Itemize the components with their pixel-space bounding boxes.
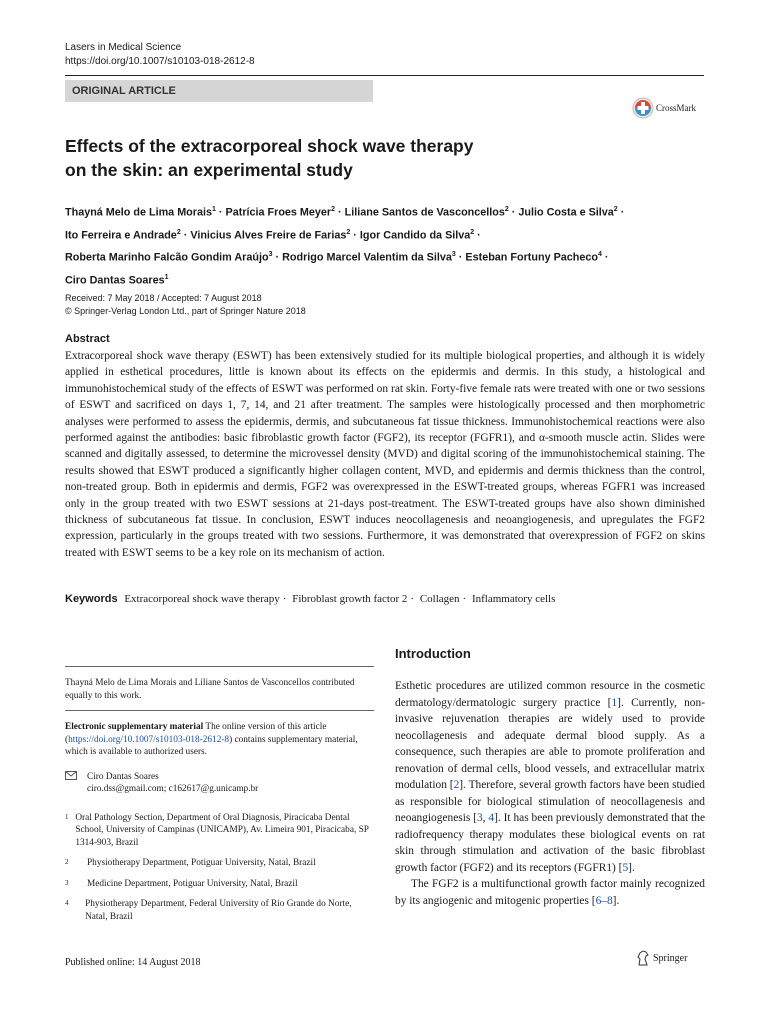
affiliation (65, 857, 374, 870)
citation-link[interactable]: 2 (453, 779, 460, 791)
author-affiliation: 4 (598, 251, 602, 259)
affiliation-number: 4 (65, 899, 69, 907)
affiliation (65, 898, 374, 923)
received-accepted: Received: 7 May 2018 / Accepted: 7 August 2018 (65, 293, 262, 303)
citation-link[interactable]: 5 (622, 861, 629, 874)
author-name[interactable]: Ciro Dantas Soares (65, 274, 165, 287)
springer-horse-icon (636, 950, 650, 966)
crossmark-icon (632, 97, 654, 119)
journal-header (65, 41, 255, 69)
title-line-2: on the skin: an experimental study (65, 160, 353, 180)
citation-link[interactable]: 4 (488, 812, 495, 824)
contact-name: Ciro Dantas Soares (87, 771, 159, 782)
author-name[interactable]: Julio Costa e Silva (518, 206, 614, 219)
article-type-banner: ORIGINAL ARTICLE (65, 80, 373, 102)
author-affiliation: 2 (176, 228, 181, 236)
author-affiliation: 2 (331, 206, 336, 213)
esm-note (65, 721, 374, 759)
citation-link[interactable]: 3 (476, 812, 483, 824)
esm-link[interactable]: https://doi.org/10.1007/s10103-018-2612-8 (68, 734, 230, 745)
esm-label: Electronic supplementary material (65, 722, 204, 732)
equal-contribution-note: Thayná Melo de Lima Morais and Liliane Santos de Vasconcellos contributed equally to this work. (65, 678, 355, 701)
author-name[interactable]: Ito Ferreira e Andrade (65, 229, 177, 242)
author-affiliation: 2 (613, 206, 618, 213)
article-title (65, 134, 705, 182)
copyright: © Springer-Verlag London Ltd., part of Springer Nature 2018 (65, 306, 306, 316)
author-list: Thayná Melo de Lima Morais$^1$ · Patrícia Froes Meyer$^2$ · Liliane Santos de Vasconcellos$^2$ · Julio Costa e Silva$^2$ · Ito Ferreira e Andrade$^2$ · Vinicius Alves Freire de Farias$^2$ · Igor Candido da Silva$^2$ · Roberta Marinho Falcão Gondim Araújo$^3$ · Rodrigo Marcel Valentim da Silva$^3$ · Esteban Fortuny Pacheco$^4$ · Ciro Dantas Soares$^1$ (65, 206, 625, 287)
published-date: Published online: 14 August 2018 (65, 957, 201, 968)
author-affiliation: 2 (346, 228, 351, 236)
affiliation (65, 812, 374, 850)
title-line-1: Effects of the extracorporeal shock wave therapy (65, 136, 474, 156)
footnote-rule (65, 710, 374, 711)
author-name[interactable]: Roberta Marinho Falcão Gondim Araújo (65, 251, 269, 264)
author-name[interactable]: Rodrigo Marcel Valentim da Silva (282, 251, 452, 264)
author-name[interactable]: Liliane Santos de Vasconcellos (344, 206, 505, 219)
intro-paragraph-1: Esthetic procedures are utilized common resource in the cosmetic dermatology/dermatologic surgery practice [1]. Currently, non-invasive rejuvenation therapies are widely used to provide neocollagenesis and adequate dermal blood supply. As a consequence, such therapies are able to promote proliferation and renovation of dermal cells, blood vessels, and extracellular matrix modulation [2]. Therefore, several growth factors have been studied as responsible for biological stimulation of neocollagenesis and neoangiogenesis [3, 4]. It has been previously demonstrated that the radiofrequency therapy modulates these biological events on rat skin through stimulation and activation of the basic fibroblast growth factor (FGF2) and its receptors (FGFR1) [5]. (395, 680, 705, 874)
publisher-name: Springer (653, 952, 688, 964)
author-name[interactable]: Patrícia Froes Meyer (225, 206, 332, 219)
journal-doi[interactable]: https://doi.org/10.1007/s10103-018-2612-8 (65, 56, 255, 67)
author-affiliation: 3 (451, 251, 456, 259)
author-affiliation: 1 (212, 206, 216, 213)
intro-paragraph-2: The FGF2 is a multifunctional growth factor mainly recognized by its angiogenic and mitogenic properties [6–8]. (395, 878, 705, 907)
footnote-rule (65, 666, 374, 667)
affiliation-number: 1 (65, 812, 69, 821)
author-name[interactable]: Vinicius Alves Freire de Farias (190, 229, 347, 242)
author-affiliation: 2 (504, 206, 509, 213)
citation-link[interactable]: 1 (611, 696, 618, 709)
affiliation-text: Physiotherapy Department, Federal University of Rio Grande do Norte, Natal, Brazil (85, 899, 352, 922)
crossmark-label: CrossMark (656, 103, 696, 113)
citation-link[interactable]: 6–8 (595, 894, 613, 907)
affiliation-number: 3 (65, 878, 69, 887)
keywords-label: Keywords (65, 593, 118, 605)
author-affiliation: 2 (470, 228, 475, 236)
affiliation (65, 878, 374, 891)
author-name[interactable]: Esteban Fortuny Pacheco (465, 251, 599, 264)
affiliation-text: Physiotherapy Department, Potiguar University, Natal, Brazil (87, 858, 316, 868)
crossmark-badge[interactable] (632, 96, 696, 120)
introduction-body (395, 678, 705, 909)
affiliation-text: Medicine Department, Potiguar University, Natal, Brazil (87, 878, 298, 889)
author-affiliation: 1 (164, 273, 169, 281)
corresponding-author (65, 771, 374, 796)
abstract-heading: Abstract (65, 333, 110, 345)
keyword: Fibroblast growth factor 2 (292, 593, 408, 605)
keywords: Keywords Extracorporeal shock wave therapy · Fibroblast growth factor 2 · Collagen · Inflammatory cells (65, 593, 556, 605)
footnotes (65, 666, 374, 931)
journal-name: Lasers in Medical Science (65, 42, 182, 53)
envelope-icon (65, 771, 87, 796)
author-name[interactable]: Thayná Melo de Lima Morais (65, 206, 212, 219)
author-name[interactable]: Igor Candido da Silva (359, 229, 471, 242)
header-rule (65, 75, 704, 76)
introduction-heading: Introduction (395, 646, 471, 661)
esm-post: ) contains supplementary material, which is available to authorized users. (65, 734, 358, 757)
article-dates (65, 292, 306, 318)
esm-pre: The online version of this article ( (65, 722, 327, 745)
abstract-text: Extracorporeal shock wave therapy (ESWT) has been extensively studied for its multiple biological properties, and although it is widely applied in esthetical procedures, little is known about its effects on the epidermis and dermis. In this study, a histological and immunohistochemical study of the effects of ESWT was performed on rat skin. Forty-five female rats were treated with one or two sessions of ESWT and sacrificed on days 1, 7, 14, and 21 after treatment. The samples were histologically processed and then morphometric analyses were performed to assess the epidermis, dermis, and subcutaneous fat tissue thickness. Immunohistochemical reactions were also performed against the antibodies: basic fibroblastic growth factor (FGF2), its receptor (FGFR1), and α-smooth muscle actin. Slides were scanned and digitally assessed, to determine the microvessel density (MVD) and digital scoring of the immunohistochemical staining. The results showed that ESWT produced a significantly higher collagen content, MVD, and epidermis and dermis thickness than the control, non-treated group. Both in epidermis and dermis, FGF2 was overexpressed in the ESWT-treated groups, whereas FGFR1 was increased only in the group treated with two ESWT sessions at 21-days post-treatment. The ESWT-treated groups have also shown diminished thickness of subcutaneous fat tissue. In conclusion, ESWT induces neocollagenesis and neoangiogenesis, and upregulates the FGF2 expression, particularly in the groups treated with two sessions. Furthermore, it was demonstrated that overexpression of FGF2 on skins treated with ESWT seems to be a key role on its mechanism of action. (65, 350, 705, 559)
publisher-logo (636, 950, 687, 966)
keyword: Collagen (419, 593, 460, 605)
contact-email[interactable]: ciro.dss@gmail.com; c162617@g.unicamp.br (87, 784, 259, 794)
affiliation-text: Oral Pathology Section, Department of Oral Diagnosis, Piracicaba Dental School, University of Campinas (UNICAMP), Av. Limeira 901, Piracicaba, SP 1314-903, Brazil (75, 812, 369, 848)
author-affiliation: 3 (268, 251, 273, 259)
keyword: Inflammatory cells (471, 593, 556, 605)
keyword: Extracorporeal shock wave therapy (124, 593, 280, 605)
affiliation-number: 2 (65, 858, 69, 866)
